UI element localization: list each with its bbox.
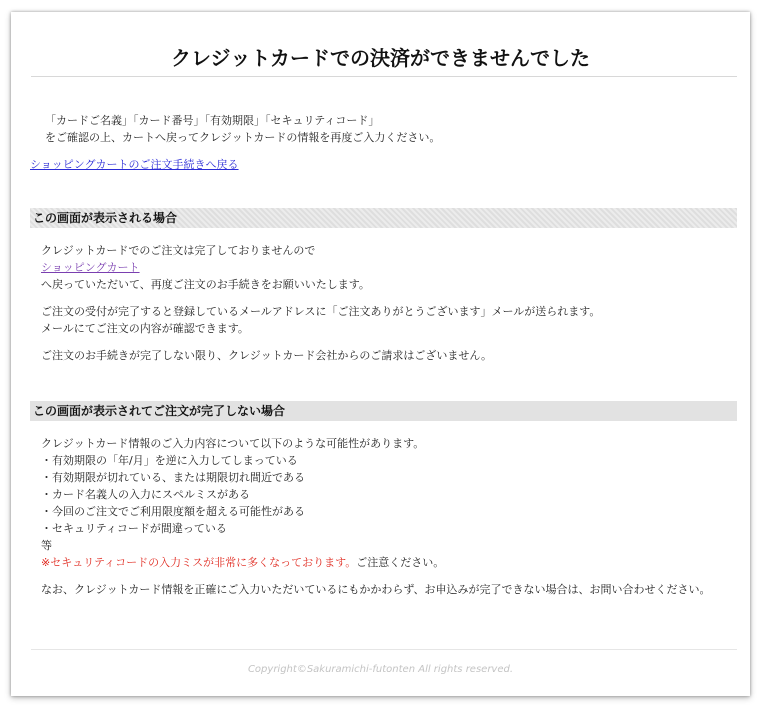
possibility-list [41, 452, 731, 537]
list-item: ・今回のご注文でご利用限度額を超える可能性がある [41, 505, 305, 518]
section1-p2-line-2: メールにてご注文の内容が確認できます。 [41, 322, 249, 335]
title-divider [31, 76, 737, 77]
list-item: ・カード名義人の入力にスペルミスがある [41, 488, 250, 501]
list-item: ・セキュリティコードが間違っている [41, 522, 227, 535]
section1-line-1: クレジットカードでのご注文は完了しておりませんので [41, 244, 316, 257]
warning-rest-text: ご注意ください。 [356, 556, 445, 569]
section1-p2-line-1: ご注文の受付が完了すると登録しているメールアドレスに「ご注文ありがとうございます」メールが送られます。 [41, 305, 601, 318]
section1-paragraph-2 [41, 303, 731, 337]
section-body-when-shown [41, 242, 731, 364]
intro-line-1: 「カードご名義」「カード番号」「有効期限」「セキュリティコード」 [45, 114, 380, 127]
shopping-cart-link[interactable]: ショッピングカート [41, 261, 140, 274]
etc-text: 等 [41, 539, 52, 552]
list-item: ・有効期限の「年/月」を逆に入力してしまっている [41, 454, 298, 467]
section2-lead: クレジットカード情報のご入力内容について以下のような可能性があります。 [41, 437, 425, 450]
section-heading-when-shown: この画面が表示される場合 [30, 208, 737, 228]
section1-paragraph-3: ご注文のお手続きが完了しない限り、クレジットカード会社からのご請求はございません。 [41, 349, 493, 362]
security-code-warning [41, 554, 731, 571]
back-to-cart-link[interactable]: ショッピングカートのご注文手続きへ戻る [30, 158, 239, 171]
section-body-not-completed [41, 435, 731, 598]
warning-mark: ※ [41, 556, 51, 569]
section-heading-not-completed: この画面が表示されてご注文が完了しない場合 [30, 401, 737, 421]
list-item: ・有効期限が切れている、または期限切れ間近である [41, 471, 305, 484]
contact-note: なお、クレジットカード情報を正確にご入力いただいているにもかかわらず、お申込みが完了できない場合は、お問い合わせください。 [41, 583, 711, 596]
section1-paragraph-1 [41, 242, 731, 293]
warning-red-text: セキュリティコードの入力ミスが非常に多くなっております。 [50, 556, 357, 569]
copyright-text: Copyright©Sakuramichi-futonten All rights reserved. [247, 664, 514, 675]
section1-line-3: へ戻っていただいて、再度ご注文のお手続きをお願いいたします。 [41, 278, 370, 291]
intro-message [45, 112, 440, 146]
page-frame [11, 12, 750, 696]
intro-line-2: をご確認の上、カートへ戻ってクレジットカードの情報を再度ご入力ください。 [45, 131, 441, 144]
footer-divider [31, 649, 737, 650]
page-title: クレジットカードでの決済ができませんでした [171, 46, 590, 70]
